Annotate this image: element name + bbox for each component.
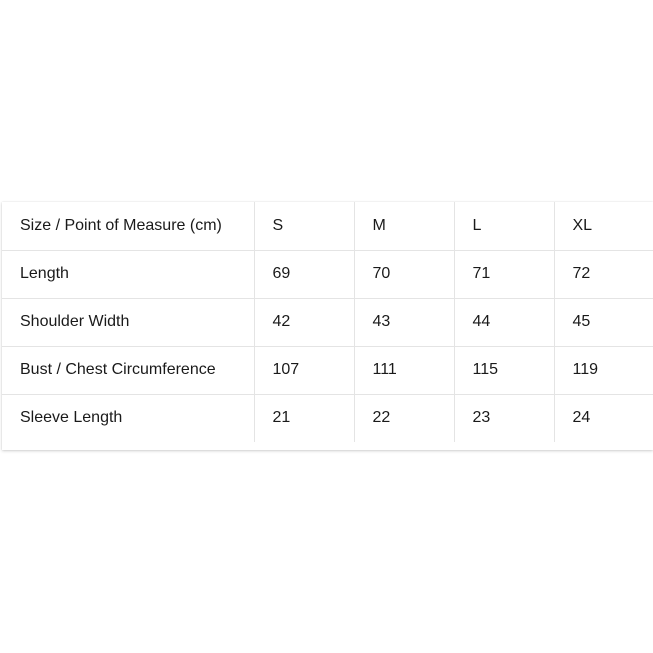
table-header-row bbox=[2, 202, 653, 250]
table-cell: 23 bbox=[454, 394, 554, 442]
table-cell: 42 bbox=[254, 298, 354, 346]
row-label-bust-chest: Bust / Chest Circumference bbox=[2, 346, 254, 394]
size-chart-table bbox=[2, 202, 653, 442]
table-row bbox=[2, 394, 653, 442]
header-cell-size-l: L bbox=[454, 202, 554, 250]
table-cell: 24 bbox=[554, 394, 653, 442]
row-label-length: Length bbox=[2, 250, 254, 298]
table-cell: 70 bbox=[354, 250, 454, 298]
table-cell: 45 bbox=[554, 298, 653, 346]
table-cell: 71 bbox=[454, 250, 554, 298]
table-row bbox=[2, 298, 653, 346]
table-cell: 107 bbox=[254, 346, 354, 394]
row-label-sleeve-length: Sleeve Length bbox=[2, 394, 254, 442]
table-cell: 43 bbox=[354, 298, 454, 346]
table-row bbox=[2, 250, 653, 298]
table-cell: 22 bbox=[354, 394, 454, 442]
size-chart-card bbox=[2, 202, 653, 450]
header-cell-measure: Size / Point of Measure (cm) bbox=[2, 202, 254, 250]
table-cell: 21 bbox=[254, 394, 354, 442]
table-cell: 69 bbox=[254, 250, 354, 298]
table-cell: 44 bbox=[454, 298, 554, 346]
header-cell-size-m: M bbox=[354, 202, 454, 250]
table-cell: 115 bbox=[454, 346, 554, 394]
table-row bbox=[2, 346, 653, 394]
header-cell-size-s: S bbox=[254, 202, 354, 250]
table-cell: 111 bbox=[354, 346, 454, 394]
header-cell-size-xl: XL bbox=[554, 202, 653, 250]
row-label-shoulder-width: Shoulder Width bbox=[2, 298, 254, 346]
table-cell: 119 bbox=[554, 346, 653, 394]
table-cell: 72 bbox=[554, 250, 653, 298]
